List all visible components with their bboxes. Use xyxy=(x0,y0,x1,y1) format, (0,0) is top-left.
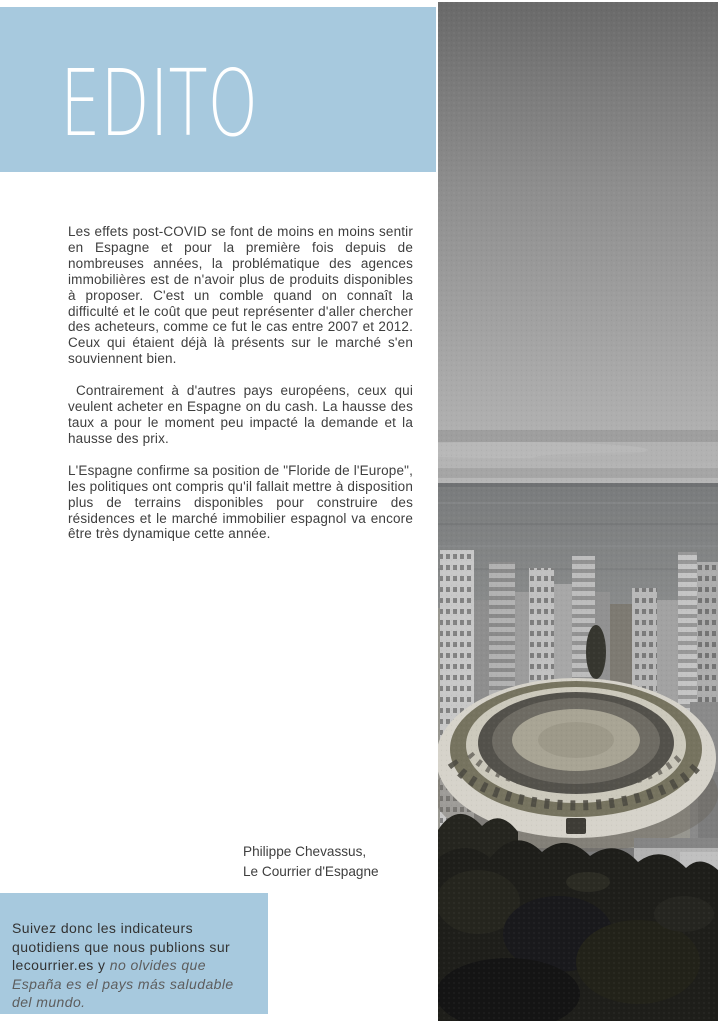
malaga-photo xyxy=(438,2,718,1021)
footer-note xyxy=(0,893,268,1014)
paragraph-2: Contrairement à d'autres pays européens, ceux qui veulent acheter en Espagne on du cash. La hausse des taux a pour le moment peu impacté la demande et la hausse des prix. xyxy=(68,383,413,446)
paragraph-3: L'Espagne confirme sa position de "Floride de l'Europe", les politiques ont compris qu'il fallait mettre à disposition plus de terrains disponibles pour construire des résidences et le marché immobilier espagnol va encore être très dynamique cette année. xyxy=(68,462,414,542)
footer-note-italic: no olvides que España es el pays más saludable del mundo. xyxy=(12,957,234,1011)
page-title-text: EDITO xyxy=(60,50,258,157)
header-band xyxy=(0,7,436,172)
signature-block xyxy=(243,842,379,882)
paragraph-1: Les effets post-COVID se font de moins en moins sentir en Espagne et pour la première fois depuis de nombreuses années, la problématique des agences immobilières est de n'avoir plus de produits disponibles à proposer. C'est un comble quand on connaît la difficulté et le coût que peut représenter d'aller chercher des acheteurs, comme ce fut le cas entre 2007 et 2012. Ceux qui étaient déjà là présents sur le marché s'en souviennent bien. xyxy=(68,224,413,367)
footer-note-regular: Suivez donc les indicateurs quotidiens que nous publions sur lecourrier.es y xyxy=(12,920,231,974)
signature-publication: Le Courrier d'Espagne xyxy=(243,864,379,879)
malaga-photo-art xyxy=(438,2,718,1021)
article-body xyxy=(68,224,413,558)
page-title xyxy=(58,7,268,167)
signature-author: Philippe Chevassus, xyxy=(243,844,367,859)
